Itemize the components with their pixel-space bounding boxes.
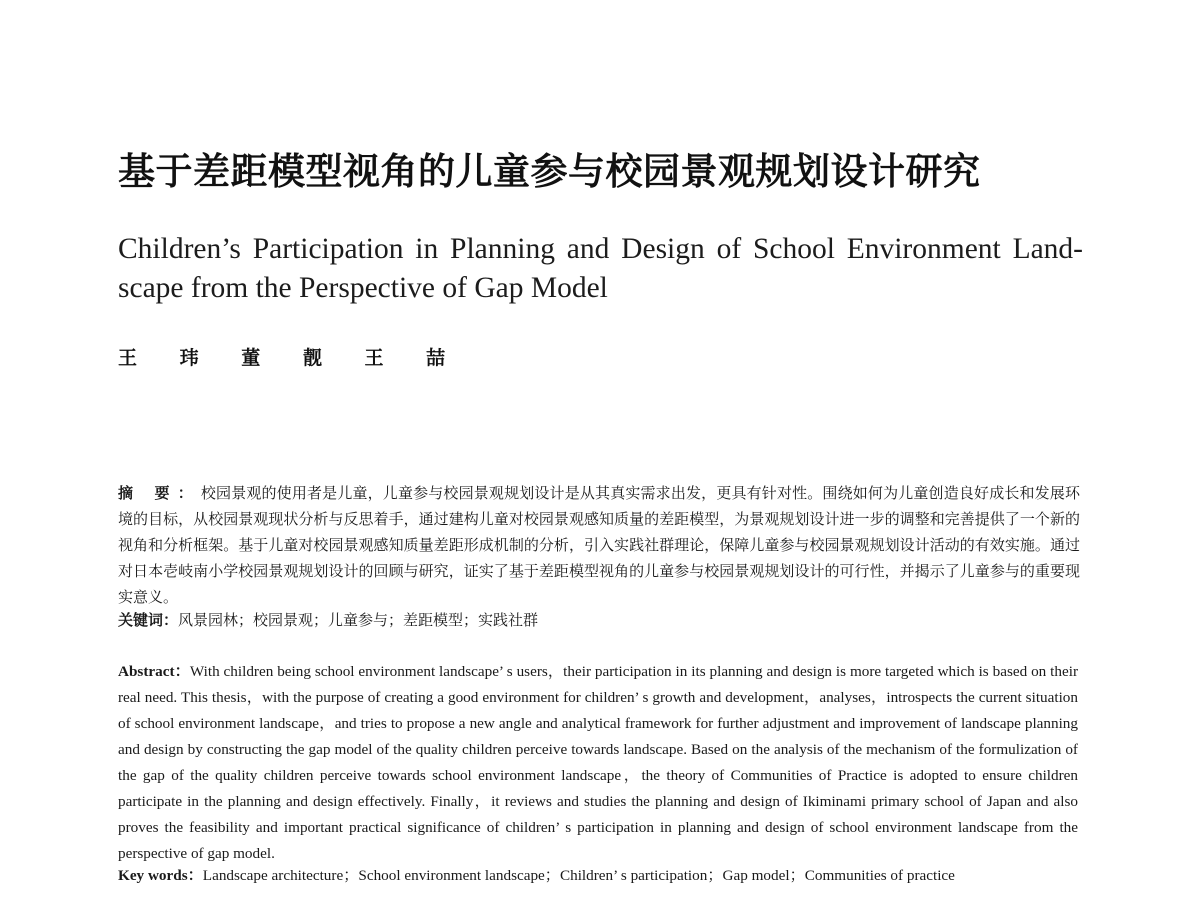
title-chinese: 基于差距模型视角的儿童参与校园景观规划设计研究: [118, 150, 981, 193]
keywords-english-text: Landscape architecture；School environment landscape；Children’ s participation；Gap model；Communities of practice: [202, 867, 955, 884]
abstract-english-text: With children being school environment landscape’ s users，their participation in its planning and design is more targeted which is based on their real need. This thesis，with the purpose of creating a good environment for children’ s growth and development，analyses，introspects the current situation of school environment landscape，and tries to propose a new angle and analytical framework for further adjustment and improvement of landscape planning and design by constructing the gap model of the quality children perceive towards landscape. Based on the analysis of the mechanism of the formulization of the gap of the quality children perceive towards school environment landscape，the theory of Communities of Practice is adopted to ensure children participate in the planning and design effectively. Finally，it reviews and studies the planning and design of Ikiminami primary school of Japan and also proves the feasibility and important practical significance of children’ s participation in planning and design of school environment landscape from the perspective of gap model.: [118, 663, 1079, 862]
title-english: Children’s Participation in Planning and Design of School Environment Land-scape from the Perspective of Gap Model: [118, 233, 1083, 304]
author-list: 王 玮 董 靓 王 喆: [118, 347, 459, 369]
keywords-chinese-label: 关键词：: [118, 611, 179, 629]
abstract-chinese: [118, 480, 1080, 610]
keywords-chinese-text: 风景园林；校园景观；儿童参与；差距模型；实践社群: [178, 611, 539, 629]
keywords-english-label: Key words：: [118, 867, 203, 884]
abstract-chinese-label: 摘 要：: [118, 484, 201, 502]
abstract-english: [118, 659, 1078, 867]
keywords-chinese: [118, 608, 1080, 632]
abstract-chinese-text: 校园景观的使用者是儿童，儿童参与校园景观规划设计是从其真实需求出发，更具有针对性。围绕如何为儿童创造良好成长和发展环境的目标，从校园景观现状分析与反思着手，通过建构儿童对校园景观感知质量的差距模型，为景观规划设计进一步的调整和完善提供了一个新的视角和分析框架。基于儿童对校园景观感知质量差距形成机制的分析，引入实践社群理论，保障儿童参与校园景观规划设计活动的有效实施。通过对日本壱岐南小学校园景观规划设计的回顾与研究，证实了基于差距模型视角的儿童参与校园景观规划设计的可行性，并揭示了儿童参与的重要现实意义。: [118, 484, 1080, 606]
abstract-english-label: Abstract：: [118, 663, 190, 680]
keywords-english: [118, 864, 1080, 888]
